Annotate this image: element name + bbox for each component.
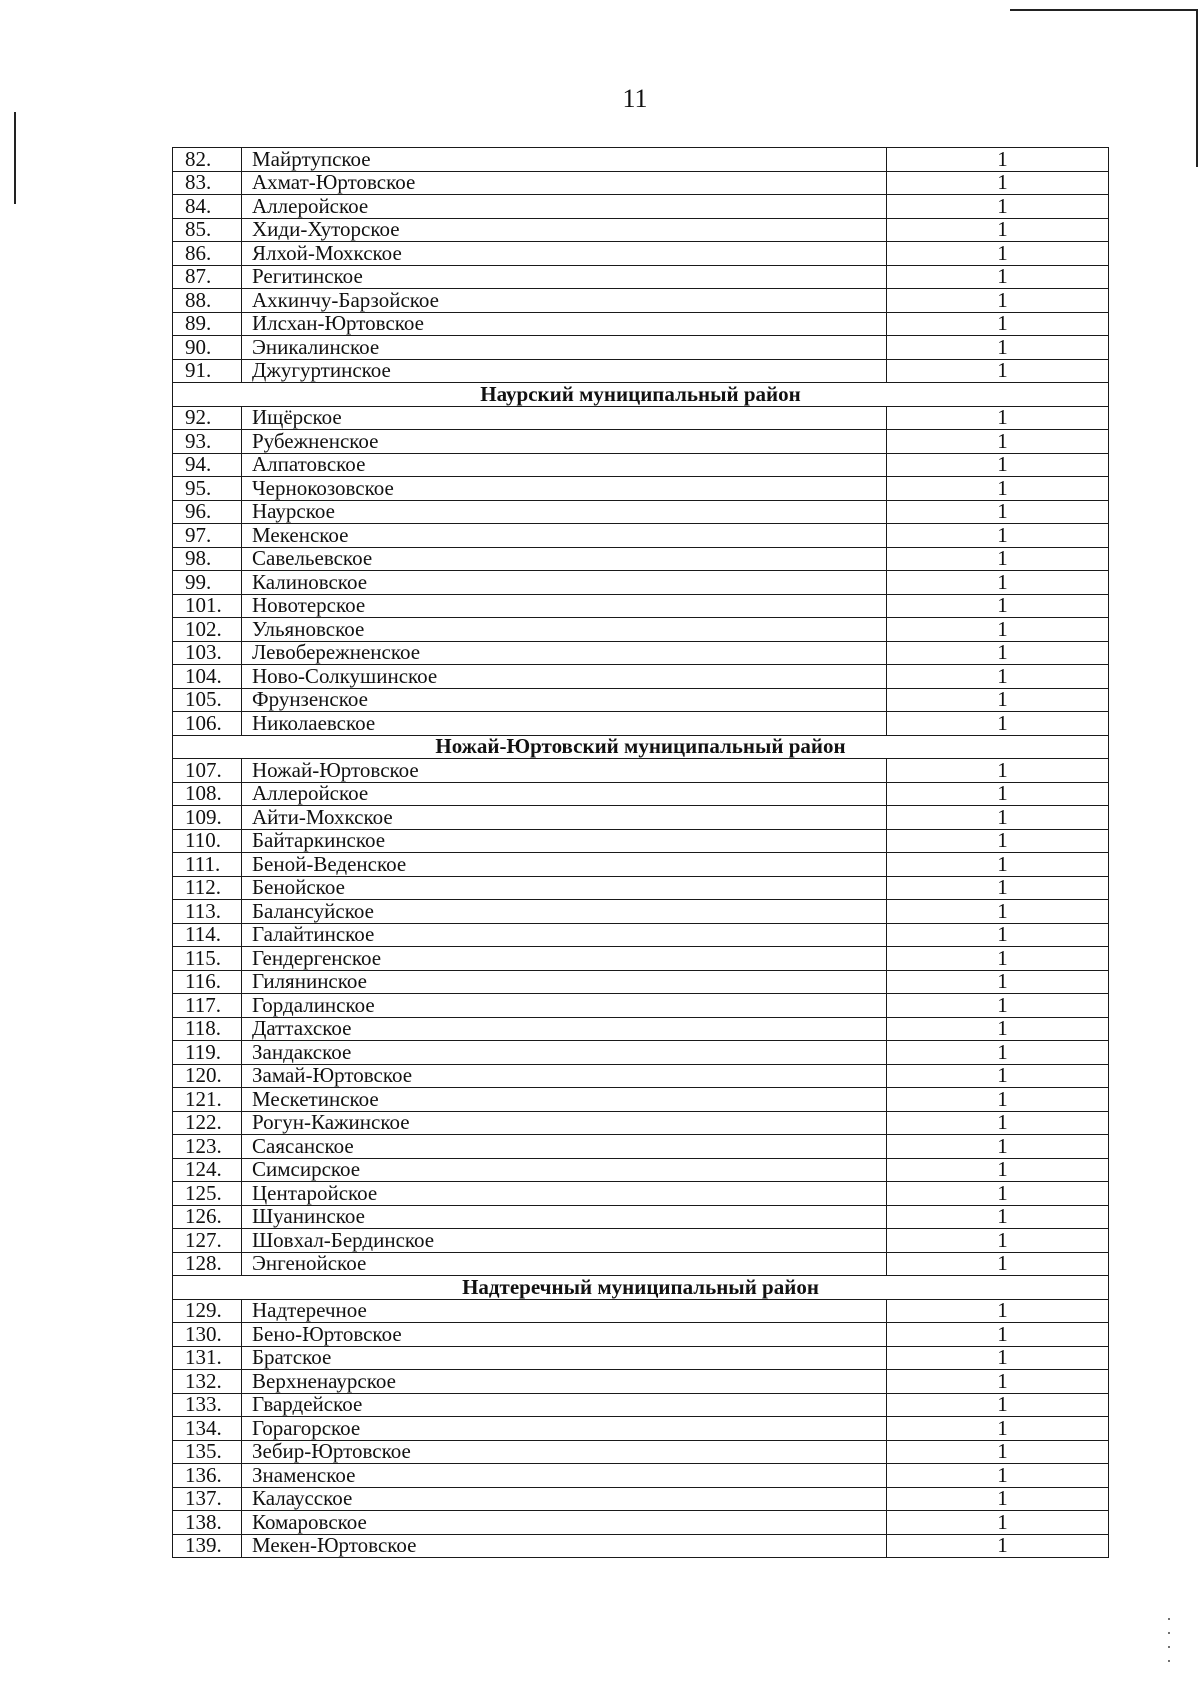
row-number: 90. <box>173 336 242 360</box>
row-number: 129. <box>173 1299 242 1323</box>
settlement-count: 1 <box>887 336 1109 360</box>
table-row <box>173 1135 1109 1159</box>
table-row <box>173 195 1109 219</box>
settlement-count: 1 <box>887 1370 1109 1394</box>
settlement-count: 1 <box>887 218 1109 242</box>
settlement-name: Саясанское <box>242 1135 887 1159</box>
settlement-count: 1 <box>887 994 1109 1018</box>
row-number: 103. <box>173 641 242 665</box>
settlement-name: Балансуйское <box>242 900 887 924</box>
table-row <box>173 1088 1109 1112</box>
table-row <box>173 336 1109 360</box>
row-number: 127. <box>173 1229 242 1253</box>
row-number: 97. <box>173 524 242 548</box>
row-number: 91. <box>173 359 242 383</box>
settlement-count: 1 <box>887 806 1109 830</box>
settlement-count: 1 <box>887 1252 1109 1276</box>
row-number: 88. <box>173 289 242 313</box>
row-number: 125. <box>173 1182 242 1206</box>
table-row <box>173 430 1109 454</box>
table-row <box>173 782 1109 806</box>
settlement-count: 1 <box>887 688 1109 712</box>
page-number: 11 <box>622 84 648 113</box>
table-row <box>173 1182 1109 1206</box>
settlement-count: 1 <box>887 1417 1109 1441</box>
settlement-count: 1 <box>887 641 1109 665</box>
table-row <box>173 876 1109 900</box>
table-row <box>173 1064 1109 1088</box>
settlement-count: 1 <box>887 312 1109 336</box>
row-number: 138. <box>173 1511 242 1535</box>
settlement-count: 1 <box>887 1135 1109 1159</box>
settlement-count: 1 <box>887 900 1109 924</box>
row-number: 104. <box>173 665 242 689</box>
settlement-name: Калаусское <box>242 1487 887 1511</box>
settlement-name: Мескетинское <box>242 1088 887 1112</box>
row-number: 108. <box>173 782 242 806</box>
settlement-name: Айти-Мохкское <box>242 806 887 830</box>
table-row <box>173 148 1109 172</box>
settlement-name: Аллеройское <box>242 195 887 219</box>
settlement-name: Гордалинское <box>242 994 887 1018</box>
row-number: 130. <box>173 1323 242 1347</box>
settlement-name: Ульяновское <box>242 618 887 642</box>
settlement-count: 1 <box>887 547 1109 571</box>
settlement-count: 1 <box>887 1041 1109 1065</box>
settlement-count: 1 <box>887 618 1109 642</box>
table-row <box>173 1299 1109 1323</box>
settlement-name: Ахкинчу-Барзойское <box>242 289 887 313</box>
row-number: 135. <box>173 1440 242 1464</box>
row-number: 82. <box>173 148 242 172</box>
row-number: 120. <box>173 1064 242 1088</box>
table-row <box>173 1417 1109 1441</box>
settlement-count: 1 <box>887 359 1109 383</box>
settlement-count: 1 <box>887 1158 1109 1182</box>
row-number: 84. <box>173 195 242 219</box>
row-number: 85. <box>173 218 242 242</box>
settlement-name: Шуанинское <box>242 1205 887 1229</box>
row-number: 99. <box>173 571 242 595</box>
settlement-name: Комаровское <box>242 1511 887 1535</box>
settlement-name: Галайтинское <box>242 923 887 947</box>
settlement-count: 1 <box>887 1323 1109 1347</box>
settlement-count: 1 <box>887 829 1109 853</box>
settlement-name: Хиди-Хуторское <box>242 218 887 242</box>
row-number: 114. <box>173 923 242 947</box>
table-row <box>173 1111 1109 1135</box>
table-row <box>173 900 1109 924</box>
settlement-count: 1 <box>887 148 1109 172</box>
row-number: 109. <box>173 806 242 830</box>
settlement-count: 1 <box>887 1511 1109 1535</box>
settlement-name: Мекен-Юртовское <box>242 1534 887 1558</box>
settlement-count: 1 <box>887 289 1109 313</box>
row-number: 111. <box>173 853 242 877</box>
settlement-name: Фрунзенское <box>242 688 887 712</box>
row-number: 139. <box>173 1534 242 1558</box>
settlement-count: 1 <box>887 571 1109 595</box>
settlement-name: Чернокозовское <box>242 477 887 501</box>
settlement-count: 1 <box>887 782 1109 806</box>
settlement-name: Верхненаурское <box>242 1370 887 1394</box>
row-number: 106. <box>173 712 242 736</box>
row-number: 102. <box>173 618 242 642</box>
table-row <box>173 171 1109 195</box>
settlement-count: 1 <box>887 712 1109 736</box>
row-number: 86. <box>173 242 242 266</box>
settlement-name: Замай-Юртовское <box>242 1064 887 1088</box>
table-row <box>173 759 1109 783</box>
settlement-count: 1 <box>887 947 1109 971</box>
row-number: 123. <box>173 1135 242 1159</box>
table-row <box>173 1041 1109 1065</box>
settlement-count: 1 <box>887 665 1109 689</box>
settlement-count: 1 <box>887 1393 1109 1417</box>
settlement-name: Аллеройское <box>242 782 887 806</box>
settlement-count: 1 <box>887 853 1109 877</box>
settlement-name: Знаменское <box>242 1464 887 1488</box>
scan-speck <box>1168 1646 1170 1648</box>
settlement-name: Симсирское <box>242 1158 887 1182</box>
table-row <box>173 1158 1109 1182</box>
settlement-count: 1 <box>887 406 1109 430</box>
row-number: 101. <box>173 594 242 618</box>
table-row <box>173 1229 1109 1253</box>
settlement-count: 1 <box>887 1487 1109 1511</box>
row-number: 92. <box>173 406 242 430</box>
district-header-row <box>173 1276 1109 1300</box>
row-number: 96. <box>173 500 242 524</box>
settlement-name: Центаройское <box>242 1182 887 1206</box>
settlement-count: 1 <box>887 923 1109 947</box>
table-row <box>173 571 1109 595</box>
table-row <box>173 665 1109 689</box>
row-number: 94. <box>173 453 242 477</box>
table-row <box>173 1511 1109 1535</box>
scan-speck <box>1168 1632 1170 1634</box>
scan-edge-line <box>1010 9 1196 11</box>
row-number: 119. <box>173 1041 242 1065</box>
table-row <box>173 923 1109 947</box>
row-number: 128. <box>173 1252 242 1276</box>
settlement-count: 1 <box>887 265 1109 289</box>
settlement-name: Рубежненское <box>242 430 887 454</box>
table-row <box>173 1205 1109 1229</box>
row-number: 87. <box>173 265 242 289</box>
table-row <box>173 547 1109 571</box>
table-row <box>173 524 1109 548</box>
row-number: 137. <box>173 1487 242 1511</box>
settlement-count: 1 <box>887 1299 1109 1323</box>
table-row <box>173 359 1109 383</box>
settlement-name: Регитинское <box>242 265 887 289</box>
table-row <box>173 1370 1109 1394</box>
table-row <box>173 500 1109 524</box>
settlement-name: Ново-Солкушинское <box>242 665 887 689</box>
settlement-name: Эникалинское <box>242 336 887 360</box>
scan-speck <box>1168 1618 1170 1620</box>
row-number: 98. <box>173 547 242 571</box>
settlement-count: 1 <box>887 1182 1109 1206</box>
settlement-name: Братское <box>242 1346 887 1370</box>
settlement-count: 1 <box>887 195 1109 219</box>
table-row <box>173 994 1109 1018</box>
table-row <box>173 853 1109 877</box>
row-number: 134. <box>173 1417 242 1441</box>
settlement-name: Зандакское <box>242 1041 887 1065</box>
settlements-table <box>172 147 1109 1558</box>
settlement-name: Калиновское <box>242 571 887 595</box>
settlement-count: 1 <box>887 453 1109 477</box>
table-row <box>173 265 1109 289</box>
table-row <box>173 1464 1109 1488</box>
table-row <box>173 641 1109 665</box>
row-number: 117. <box>173 994 242 1018</box>
district-title: Ножай-Юртовский муниципальный район <box>173 735 1109 759</box>
table-row <box>173 1017 1109 1041</box>
settlement-name: Джугуртинское <box>242 359 887 383</box>
district-title: Надтеречный муниципальный район <box>173 1276 1109 1300</box>
table-row <box>173 312 1109 336</box>
settlement-name: Ахмат-Юртовское <box>242 171 887 195</box>
row-number: 115. <box>173 947 242 971</box>
table-row <box>173 242 1109 266</box>
row-number: 93. <box>173 430 242 454</box>
row-number: 105. <box>173 688 242 712</box>
settlement-count: 1 <box>887 1205 1109 1229</box>
table-row <box>173 970 1109 994</box>
settlement-name: Николаевское <box>242 712 887 736</box>
settlement-name: Левобережненское <box>242 641 887 665</box>
row-number: 113. <box>173 900 242 924</box>
settlement-count: 1 <box>887 500 1109 524</box>
settlement-name: Надтеречное <box>242 1299 887 1323</box>
settlement-name: Бено-Юртовское <box>242 1323 887 1347</box>
settlement-count: 1 <box>887 1088 1109 1112</box>
table-row <box>173 1393 1109 1417</box>
settlement-name: Зебир-Юртовское <box>242 1440 887 1464</box>
settlement-name: Алпатовское <box>242 453 887 477</box>
settlement-name: Ножай-Юртовское <box>242 759 887 783</box>
table-row <box>173 1346 1109 1370</box>
settlement-name: Гендергенское <box>242 947 887 971</box>
settlements-table-body <box>173 148 1109 1558</box>
settlement-count: 1 <box>887 1064 1109 1088</box>
table-row <box>173 1534 1109 1558</box>
settlement-name: Шовхал-Бердинское <box>242 1229 887 1253</box>
table-row <box>173 477 1109 501</box>
settlement-count: 1 <box>887 1111 1109 1135</box>
settlement-count: 1 <box>887 970 1109 994</box>
settlement-count: 1 <box>887 1440 1109 1464</box>
settlement-name: Гилянинское <box>242 970 887 994</box>
settlement-name: Новотерское <box>242 594 887 618</box>
settlement-name: Майртупское <box>242 148 887 172</box>
settlement-name: Горагорское <box>242 1417 887 1441</box>
table-row <box>173 1323 1109 1347</box>
settlement-name: Ищёрское <box>242 406 887 430</box>
scan-speck <box>1168 1660 1170 1662</box>
row-number: 126. <box>173 1205 242 1229</box>
table-row <box>173 218 1109 242</box>
row-number: 107. <box>173 759 242 783</box>
table-row <box>173 1487 1109 1511</box>
settlement-name: Даттахское <box>242 1017 887 1041</box>
settlement-count: 1 <box>887 1464 1109 1488</box>
settlement-name: Наурское <box>242 500 887 524</box>
table-row <box>173 712 1109 736</box>
settlement-name: Рогун-Кажинское <box>242 1111 887 1135</box>
table-row <box>173 453 1109 477</box>
settlement-name: Беной-Веденское <box>242 853 887 877</box>
row-number: 95. <box>173 477 242 501</box>
table-row <box>173 406 1109 430</box>
table-row <box>173 1440 1109 1464</box>
scan-edge-line <box>14 112 16 204</box>
settlement-count: 1 <box>887 876 1109 900</box>
row-number: 133. <box>173 1393 242 1417</box>
settlement-name: Бенойское <box>242 876 887 900</box>
row-number: 118. <box>173 1017 242 1041</box>
settlement-count: 1 <box>887 1017 1109 1041</box>
row-number: 122. <box>173 1111 242 1135</box>
table-row <box>173 594 1109 618</box>
settlement-count: 1 <box>887 759 1109 783</box>
settlement-count: 1 <box>887 1346 1109 1370</box>
row-number: 116. <box>173 970 242 994</box>
row-number: 110. <box>173 829 242 853</box>
district-header-row <box>173 383 1109 407</box>
row-number: 132. <box>173 1370 242 1394</box>
settlement-count: 1 <box>887 242 1109 266</box>
settlement-name: Энгенойское <box>242 1252 887 1276</box>
district-title: Наурский муниципальный район <box>173 383 1109 407</box>
table-row <box>173 618 1109 642</box>
table-row <box>173 829 1109 853</box>
settlement-name: Байтаркинское <box>242 829 887 853</box>
table-row <box>173 289 1109 313</box>
row-number: 121. <box>173 1088 242 1112</box>
settlement-count: 1 <box>887 477 1109 501</box>
settlement-count: 1 <box>887 594 1109 618</box>
row-number: 131. <box>173 1346 242 1370</box>
table-row <box>173 806 1109 830</box>
row-number: 124. <box>173 1158 242 1182</box>
settlement-count: 1 <box>887 430 1109 454</box>
row-number: 112. <box>173 876 242 900</box>
district-header-row <box>173 735 1109 759</box>
row-number: 89. <box>173 312 242 336</box>
settlement-name: Ялхой-Мохкское <box>242 242 887 266</box>
settlement-name: Мекенское <box>242 524 887 548</box>
settlement-count: 1 <box>887 171 1109 195</box>
table-row <box>173 688 1109 712</box>
settlement-count: 1 <box>887 524 1109 548</box>
table-row <box>173 1252 1109 1276</box>
settlement-count: 1 <box>887 1534 1109 1558</box>
settlement-count: 1 <box>887 1229 1109 1253</box>
row-number: 83. <box>173 171 242 195</box>
row-number: 136. <box>173 1464 242 1488</box>
settlement-name: Савельевское <box>242 547 887 571</box>
settlement-name: Илсхан-Юртовское <box>242 312 887 336</box>
settlement-name: Гвардейское <box>242 1393 887 1417</box>
table-row <box>173 947 1109 971</box>
